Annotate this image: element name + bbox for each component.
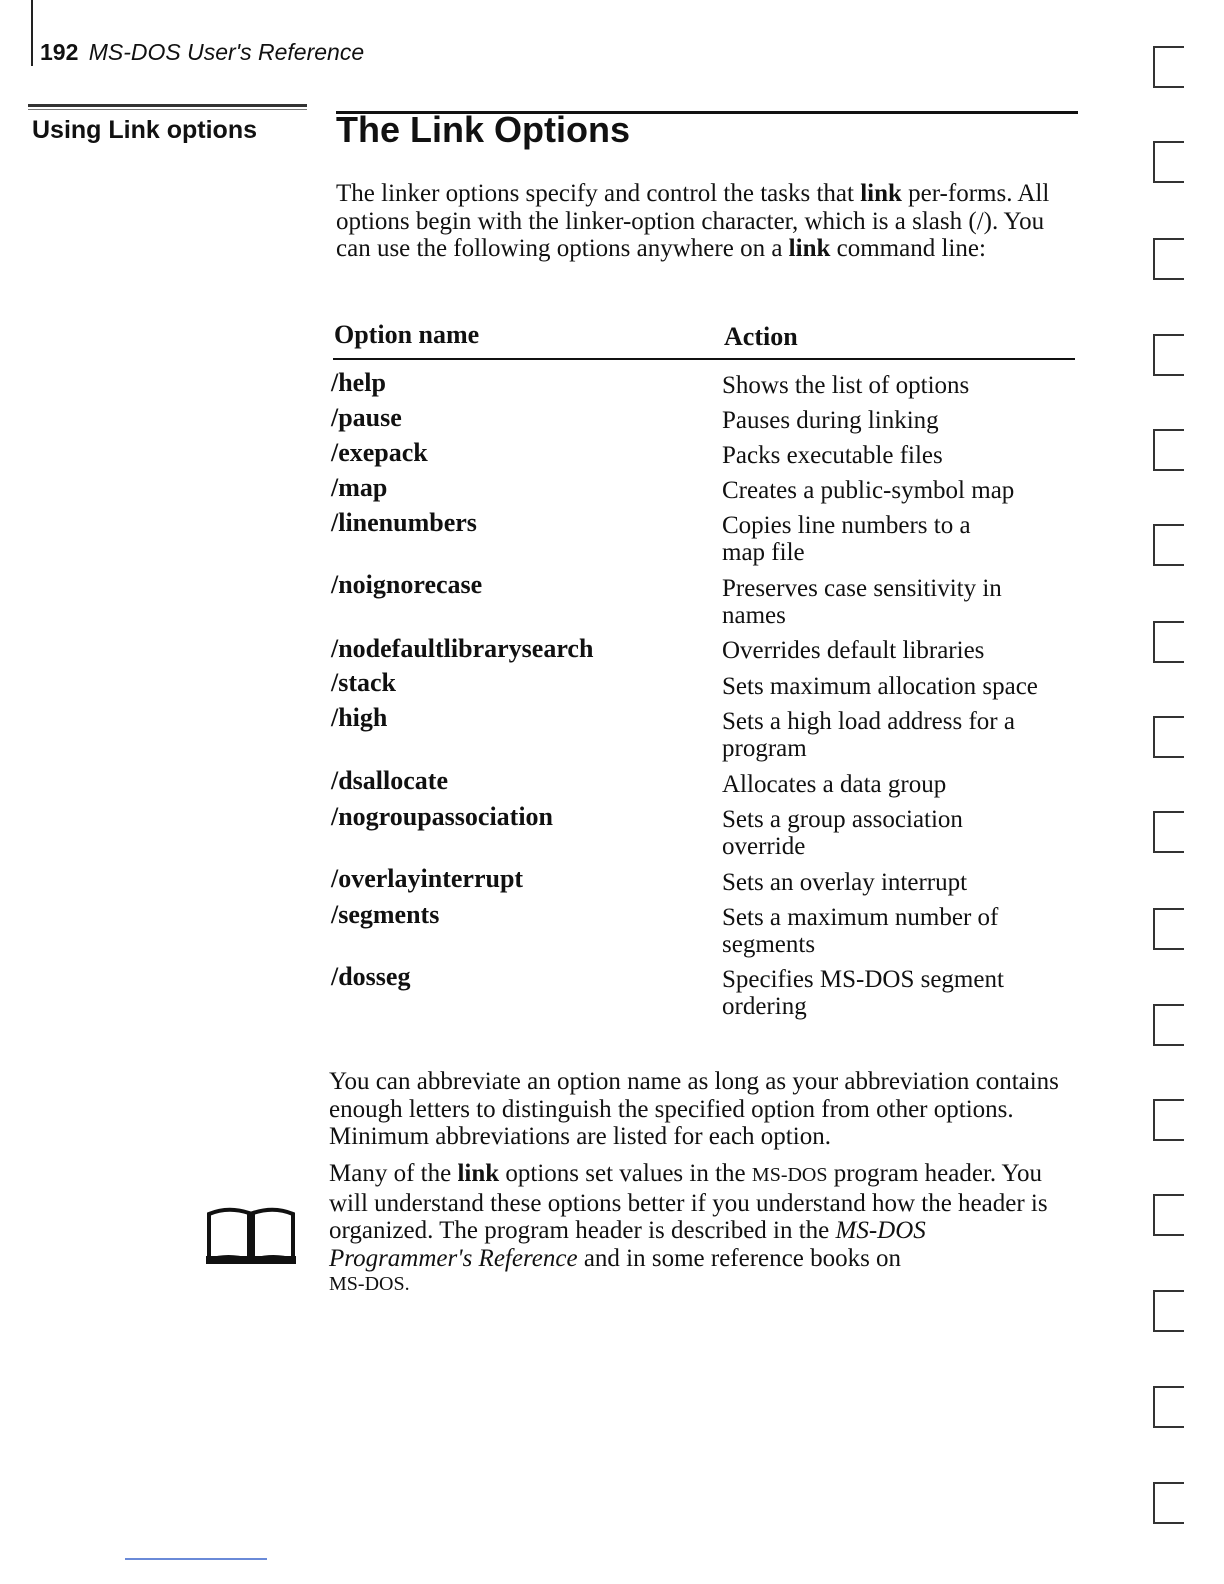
header-vertical-rule xyxy=(31,0,33,66)
option-name: /nodefaultlibrarysearch xyxy=(331,634,594,663)
option-action: Specifies MS-DOS segment ordering xyxy=(722,966,1004,1020)
option-name: /nogroupassociation xyxy=(331,802,554,831)
binder-tab-icon xyxy=(1150,1192,1186,1238)
option-name: /segments xyxy=(331,900,440,929)
side-heading: Using Link options xyxy=(32,116,257,144)
book-title: MS-DOS User's Reference xyxy=(88,39,365,65)
bottom-edge-line xyxy=(125,1558,267,1560)
running-header xyxy=(40,38,364,66)
option-action: Sets a group association override xyxy=(722,806,963,860)
option-action: Shows the list of options xyxy=(722,372,970,399)
section-title: The Link Options xyxy=(336,109,630,150)
option-action: Packs executable files xyxy=(722,442,943,469)
option-action: Overrides default libraries xyxy=(722,637,985,664)
option-name: /exepack xyxy=(331,438,428,467)
column-header-action: Action xyxy=(724,322,798,351)
page-number: 192 xyxy=(40,39,79,65)
open-book-icon xyxy=(204,1204,298,1266)
ms-dos-line: MS-DOS. xyxy=(329,1273,410,1295)
column-header-option: Option name xyxy=(334,320,480,349)
table-header-rule xyxy=(333,358,1075,360)
abbreviation-paragraph: You can abbreviate an option name as long as your abbreviation contains enough letters to distinguish the specified option from other options. Minimum abbreviations are listed for each option. xyxy=(329,1068,1059,1150)
option-action: Sets maximum allocation space xyxy=(722,673,1038,700)
binder-tab-icon xyxy=(1150,619,1186,665)
option-name: /pause xyxy=(331,403,402,432)
binder-tab-icon xyxy=(1150,1288,1186,1334)
binder-tab-icon xyxy=(1150,906,1186,952)
option-name: /high xyxy=(331,703,388,732)
program-header-paragraph: Many of the link options set values in the MS-DOS program header. You will understand these options better if you understand how the header is organized. The program header is described in the MS-DOS Programmer's Reference and in some reference books on xyxy=(329,1160,1048,1272)
option-action: Sets a maximum number of segments xyxy=(722,904,999,958)
binder-tab-icon xyxy=(1150,1002,1186,1048)
side-heading-rule xyxy=(28,104,307,107)
binder-tab-icon xyxy=(1150,236,1186,282)
option-name: /dsallocate xyxy=(331,766,448,795)
option-action: Allocates a data group xyxy=(722,771,947,798)
option-action: Creates a public-symbol map xyxy=(722,477,1015,504)
option-action: Preserves case sensitivity in names xyxy=(722,575,1002,629)
option-action: Copies line numbers to a map file xyxy=(722,512,971,566)
option-name: /dosseg xyxy=(331,962,411,991)
option-name: /noignorecase xyxy=(331,570,483,599)
binder-tab-icon xyxy=(1150,139,1186,185)
binder-tab-icon xyxy=(1150,427,1186,473)
option-name: /help xyxy=(331,368,386,397)
binder-tab-icon xyxy=(1150,44,1186,90)
binder-tab-icon xyxy=(1150,1384,1186,1430)
option-name: /map xyxy=(331,473,388,502)
binder-tab-icon xyxy=(1150,332,1186,378)
binder-tab-icon xyxy=(1150,522,1186,568)
option-name: /stack xyxy=(331,668,396,697)
binder-tab-icon xyxy=(1150,1480,1186,1526)
intro-paragraph: The linker options specify and control the tasks that link per-forms. All options begin with the linker-option character, which is a slash (/). You can use the following options anywhere on a link command line: xyxy=(336,180,1050,262)
option-action: Sets a high load address for a program xyxy=(722,708,1015,762)
option-name: /overlayinterrupt xyxy=(331,864,524,893)
binder-tab-icon xyxy=(1150,809,1186,855)
side-heading-rule-thin xyxy=(28,109,307,110)
option-action: Pauses during linking xyxy=(722,407,939,434)
option-action: Sets an overlay interrupt xyxy=(722,869,968,896)
binder-tab-icon xyxy=(1150,1097,1186,1143)
option-name: /linenumbers xyxy=(331,508,477,537)
binder-tab-icon xyxy=(1150,714,1186,760)
